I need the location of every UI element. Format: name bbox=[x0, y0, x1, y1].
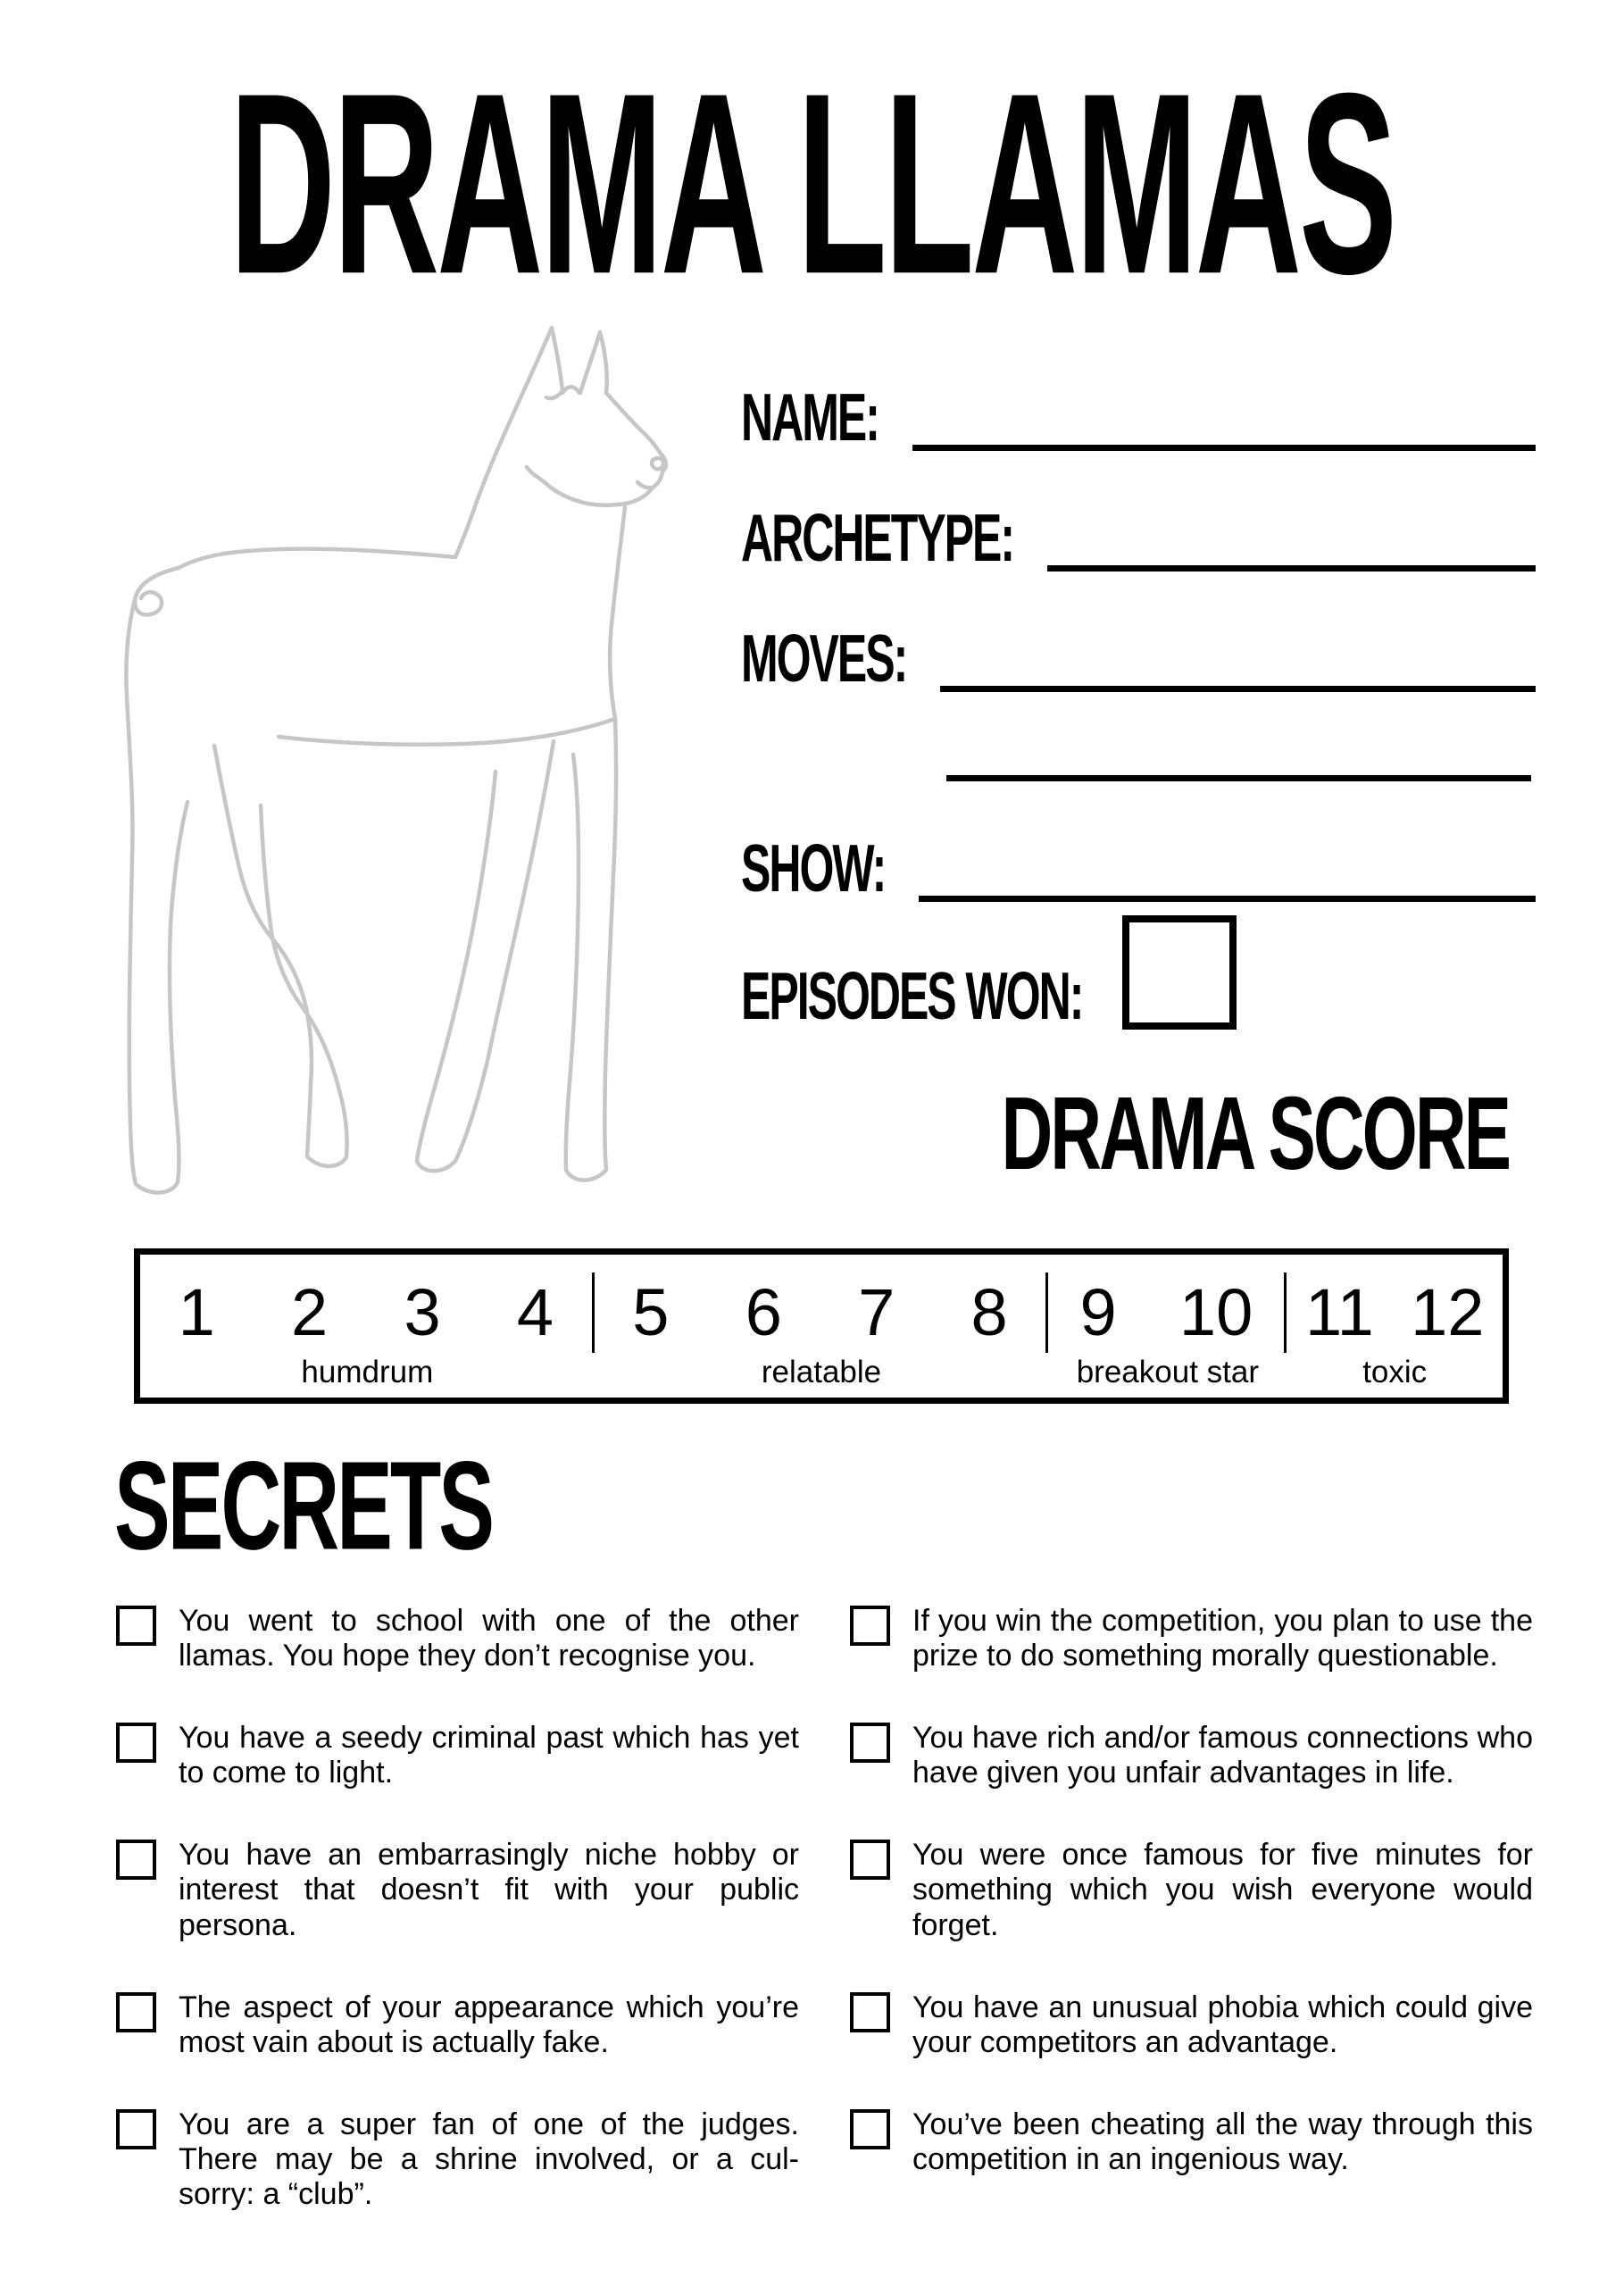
archetype-field-row bbox=[741, 500, 1536, 576]
drama-score-heading: DRAMA SCORE bbox=[1001, 1075, 1509, 1191]
moves-input-line[interactable] bbox=[940, 686, 1536, 692]
score-number-2[interactable]: 2 bbox=[291, 1275, 329, 1349]
secret-text: If you win the competition, you plan to use the prize to do something morally questionable. bbox=[912, 1604, 1533, 1673]
score-group-humdrum bbox=[140, 1255, 595, 1398]
secrets-column-right bbox=[850, 1604, 1533, 2224]
episodes-won-label: EPISODES WON: bbox=[741, 958, 1083, 1034]
score-group-toxic bbox=[1287, 1255, 1503, 1398]
score-number-4[interactable]: 4 bbox=[516, 1275, 554, 1349]
moves-field-row bbox=[741, 621, 1536, 697]
archetype-input-line[interactable] bbox=[1047, 565, 1536, 572]
score-number-9[interactable]: 9 bbox=[1079, 1275, 1117, 1349]
score-number-row bbox=[1048, 1273, 1287, 1353]
secret-text: You were once famous for five minutes for something which you wish everyone would forget. bbox=[912, 1838, 1533, 1942]
secrets-column-left bbox=[116, 1604, 799, 2259]
secret-text: You have rich and/or famous connections who have given you unfair advantages in life. bbox=[912, 1721, 1533, 1790]
score-number-11[interactable]: 11 bbox=[1305, 1275, 1374, 1349]
score-group-label-toxic: toxic bbox=[1362, 1355, 1428, 1389]
secret-item bbox=[116, 1721, 799, 1790]
secret-text: You went to school with one of the other llamas. You hope they don’t recognise you. bbox=[179, 1604, 799, 1673]
score-number-1[interactable]: 1 bbox=[178, 1275, 215, 1349]
archetype-label: ARCHETYPE: bbox=[741, 500, 1014, 576]
llama-line-art bbox=[85, 321, 719, 1206]
secret-item bbox=[850, 1604, 1533, 1673]
secret-item bbox=[116, 1604, 799, 1673]
score-group-breakout-star bbox=[1048, 1255, 1287, 1398]
score-number-row bbox=[595, 1273, 1049, 1353]
show-label: SHOW: bbox=[741, 830, 886, 906]
secret-checkbox[interactable] bbox=[116, 1723, 156, 1763]
score-number-row bbox=[140, 1273, 595, 1353]
secret-checkbox[interactable] bbox=[850, 1992, 890, 2032]
secret-item bbox=[116, 2107, 799, 2212]
page-title: DRAMA LLAMAS bbox=[229, 39, 1395, 328]
secret-text: You have an unusual phobia which could give your competitors an advantage. bbox=[912, 1990, 1533, 2059]
secret-checkbox[interactable] bbox=[850, 1606, 890, 1646]
score-number-3[interactable]: 3 bbox=[404, 1275, 441, 1349]
secret-text: You’ve been cheating all the way through this competition in an ingenious way. bbox=[912, 2107, 1533, 2176]
episodes-won-box[interactable] bbox=[1122, 915, 1237, 1030]
show-input-line[interactable] bbox=[919, 896, 1536, 902]
secret-checkbox[interactable] bbox=[850, 1840, 890, 1880]
secret-item bbox=[850, 1721, 1533, 1790]
secret-item bbox=[850, 1990, 1533, 2060]
score-number-10[interactable]: 10 bbox=[1178, 1275, 1253, 1349]
secrets-heading: SECRETS bbox=[114, 1435, 492, 1576]
secret-text: You have a seedy criminal past which has yet to come to light. bbox=[179, 1721, 799, 1790]
name-field-row bbox=[741, 380, 1536, 455]
secret-checkbox[interactable] bbox=[116, 1992, 156, 2032]
moves-input-line-2[interactable] bbox=[946, 775, 1531, 781]
secret-item bbox=[116, 1838, 799, 1942]
score-number-12[interactable]: 12 bbox=[1411, 1275, 1485, 1349]
secret-checkbox[interactable] bbox=[116, 1840, 156, 1880]
score-number-row bbox=[1287, 1273, 1503, 1353]
score-number-5[interactable]: 5 bbox=[632, 1275, 670, 1349]
score-number-8[interactable]: 8 bbox=[970, 1275, 1008, 1349]
secret-checkbox[interactable] bbox=[850, 2109, 890, 2149]
score-number-6[interactable]: 6 bbox=[745, 1275, 782, 1349]
score-group-label-breakout-star: breakout star bbox=[1076, 1355, 1259, 1389]
name-input-line[interactable] bbox=[912, 445, 1536, 451]
secret-text: The aspect of your appearance which you’re most vain about is actually fake. bbox=[179, 1990, 799, 2059]
moves-label: MOVES: bbox=[741, 621, 907, 697]
secret-checkbox[interactable] bbox=[850, 1723, 890, 1763]
secret-item bbox=[850, 2107, 1533, 2177]
drama-score-scale bbox=[134, 1248, 1509, 1404]
score-group-relatable bbox=[595, 1255, 1049, 1398]
secret-checkbox[interactable] bbox=[116, 1606, 156, 1646]
score-group-label-humdrum: humdrum bbox=[301, 1355, 434, 1389]
name-label: NAME: bbox=[741, 380, 879, 455]
secret-text: You have an embarrasingly niche hobby or interest that doesn’t fit with your public persona. bbox=[179, 1838, 799, 1942]
score-number-7[interactable]: 7 bbox=[858, 1275, 895, 1349]
secret-checkbox[interactable] bbox=[116, 2109, 156, 2149]
secret-text: You are a super fan of one of the judges. There may be a shrine involved, or a cul- sorry: a “club”. bbox=[179, 2107, 799, 2212]
episodes-won-row bbox=[741, 915, 1536, 1034]
score-group-label-relatable: relatable bbox=[761, 1355, 882, 1389]
secret-item bbox=[850, 1838, 1533, 1942]
show-field-row bbox=[741, 830, 1536, 906]
secret-item bbox=[116, 1990, 799, 2060]
